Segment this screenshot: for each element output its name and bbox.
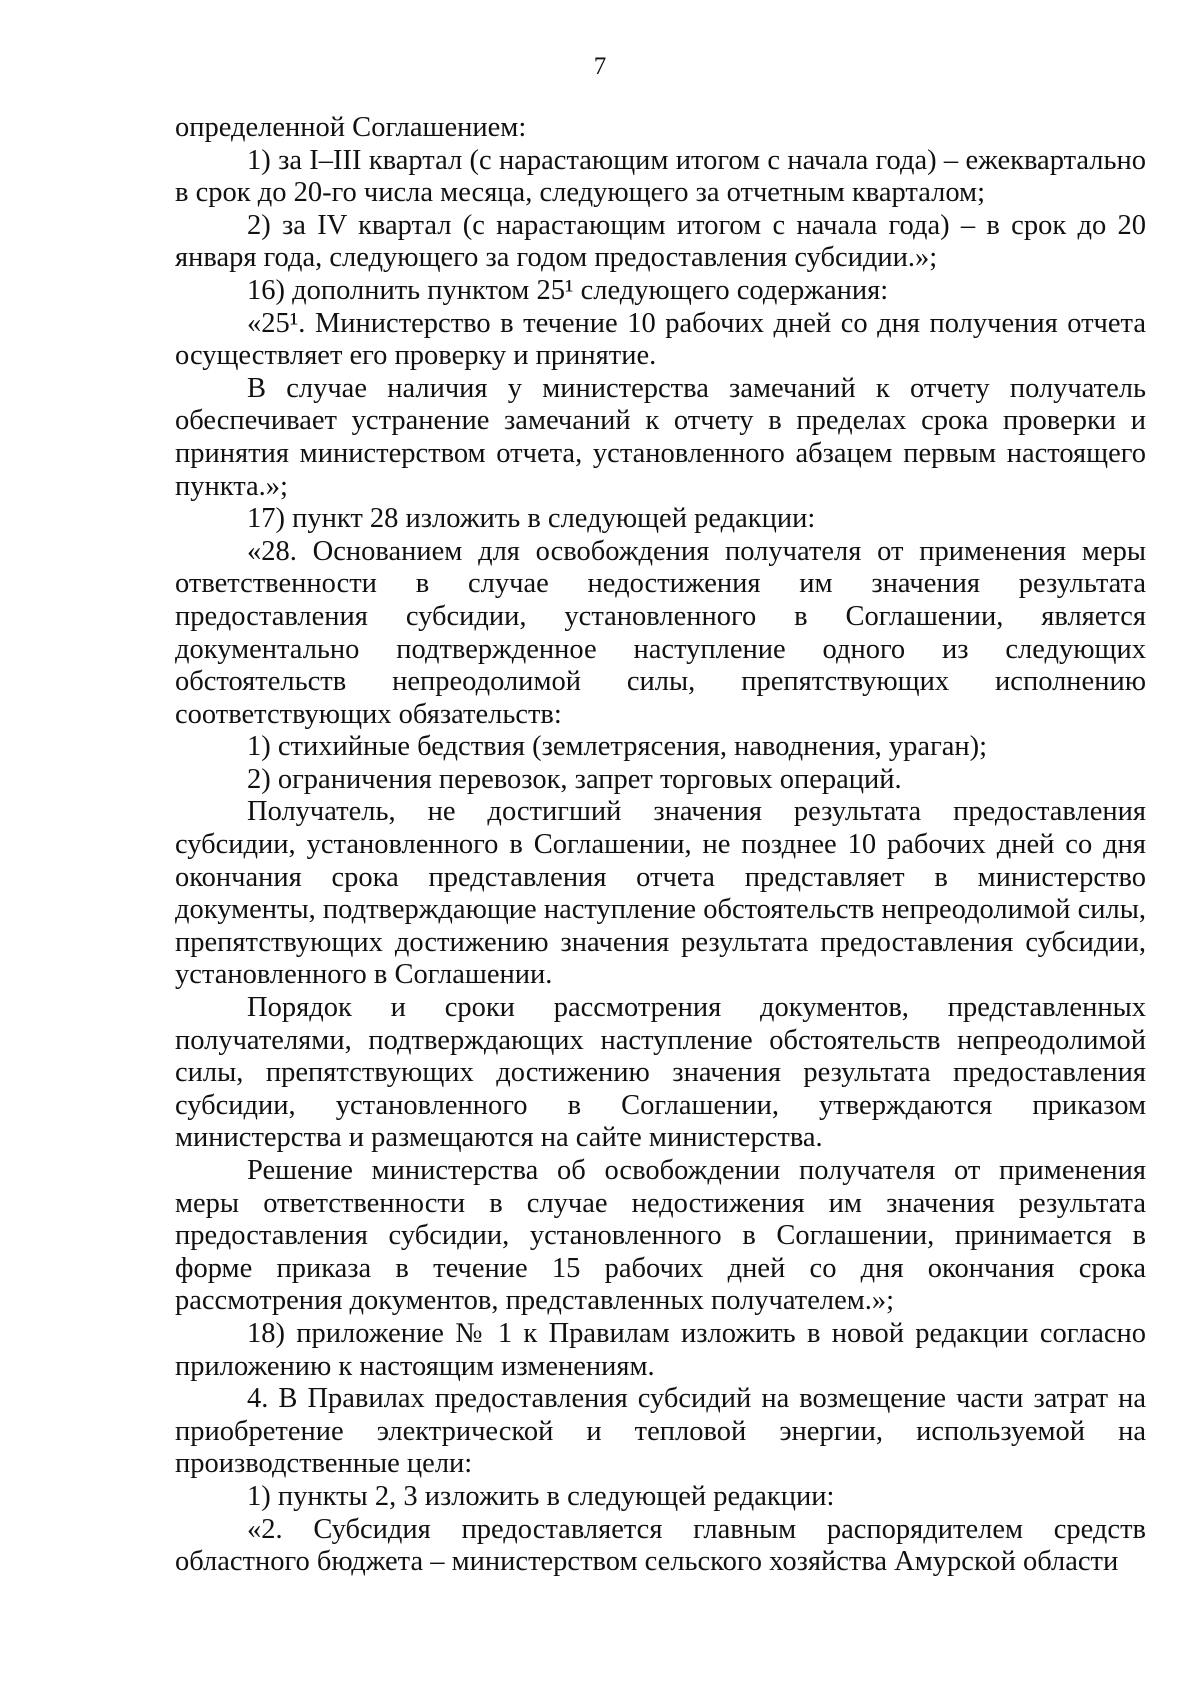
paragraph: 2) ограничения перевозок, запрет торговых операций. <box>247 763 902 795</box>
paragraph: 1) стихийные бедствия (землетрясения, наводнения, ураган); <box>247 731 988 763</box>
paragraph: Получатель, не достигший значения результата предоставления субсидии, установленного в Соглашении, не позднее 10 рабочих дней со дня окончания срока представления отчета представляет в министерство документы, подтверждающие наступление обстоятельств непреодолимой силы, препятствующих достижению значения результата предоставления субсидии, установленного в Соглашении. <box>175 796 1146 991</box>
paragraph: 17) пункт 28 изложить в следующей редакции: <box>247 503 816 535</box>
paragraph: 4. В Правилах предоставления субсидий на возмещение части затрат на приобретение электрической и тепловой энергии, используемой на производственные цели: <box>175 1383 1146 1480</box>
paragraph: 1) за I–III квартал (с нарастающим итогом с начала года) – ежеквартально в срок до 20-го числа месяца, следующего за отчетным кварталом; <box>175 144 1146 209</box>
page-number: 7 <box>593 53 607 80</box>
paragraph: 1) пункты 2, 3 изложить в следующей редакции: <box>247 1480 835 1512</box>
paragraph: «25¹. Министерство в течение 10 рабочих дней со дня получения отчета осуществляет его проверку и принятие. <box>175 307 1146 372</box>
paragraph: «2. Субсидия предоставляется главным распорядителем средств областного бюджета – министерством сельского хозяйства Амурской области <box>175 1513 1146 1578</box>
paragraph: В случае наличия у министерства замечаний к отчету получатель обеспечивает устранение замечаний к отчету в пределах срока проверки и принятия министерством отчета, установленного абзацем первым настоящего пункта.»; <box>175 372 1146 502</box>
paragraph: «28. Основанием для освобождения получателя от применения меры ответственности в случае недостижения им значения результата предоставления субсидии, установленного в Соглашении, является документально подтвержденное наступление одного из следующих обстоятельств непреодолимой силы, препятствующих исполнению соответствующих обязательств: <box>175 535 1146 730</box>
paragraph: 16) дополнить пунктом 25¹ следующего содержания: <box>247 274 889 306</box>
paragraph: Порядок и сроки рассмотрения документов, представленных получателями, подтверждающих наступление обстоятельств непреодолимой силы, препятствующих достижению значения результата предоставления субсидии, установленного в Соглашении, утверждаются приказом министерства и размещаются на сайте министерства. <box>175 992 1146 1154</box>
paragraph: 2) за IV квартал (с нарастающим итогом с начала года) – в срок до 20 января года, следующего за годом предоставления субсидии.»; <box>175 209 1146 274</box>
document-body <box>175 112 1146 1579</box>
paragraph: определенной Соглашением: <box>175 112 527 143</box>
paragraph: 18) приложение № 1 к Правилам изложить в новой редакции согласно приложению к настоящим изменениям. <box>175 1317 1146 1382</box>
paragraph: Решение министерства об освобождении получателя от применения меры ответственности в случае недостижения им значения результата предоставления субсидии, установленного в Соглашении, принимается в форме приказа в течение 15 рабочих дней со дня окончания срока рассмотрения документов, представленных получателем.»; <box>175 1155 1146 1317</box>
